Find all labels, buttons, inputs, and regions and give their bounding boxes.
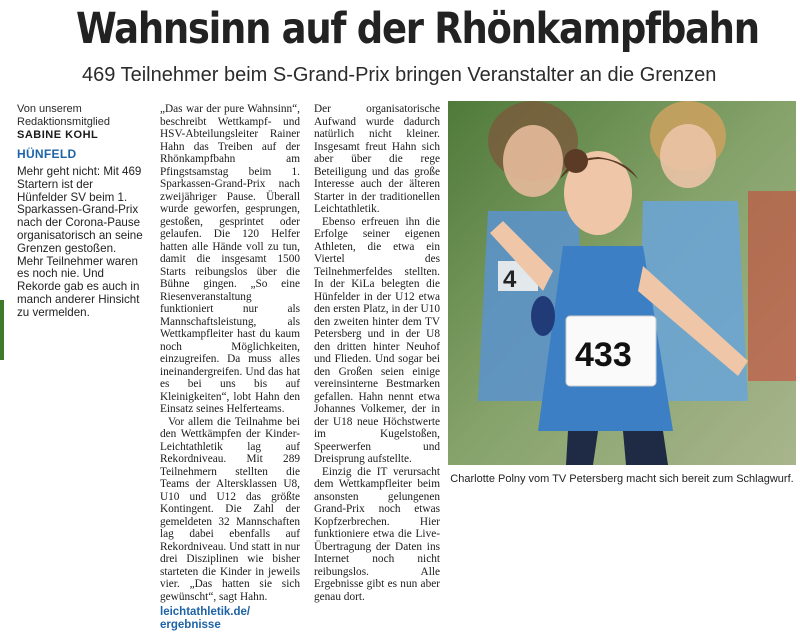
dateline-place: HÜNFELD bbox=[17, 146, 77, 161]
paragraph: Vor allem die Teilnahme bei den Wettkämpfen der Kinder-Leichtathletik lag auf Rekordniveau. Mit 289 Teilnehmern stellten die Teams der Altersklassen U8, U10 und U12 das größte Kontingent. Die Zahl der gemeldeten 32 Mannschaften lag dabei ebenfalls auf Rekordniveau. Und statt in nur drei Disziplinen wie bisher starteten die Kinder in jeweils vier. „Das hatten sie sich gewünscht“, sagt Hahn. bbox=[160, 415, 300, 603]
column-3 bbox=[314, 103, 440, 603]
results-link[interactable] bbox=[160, 606, 300, 632]
edge-stripe bbox=[0, 300, 4, 360]
column-2 bbox=[160, 103, 300, 632]
column-1 bbox=[17, 103, 145, 320]
headline: Wahnsinn auf der Rhönkampfbahn bbox=[76, 4, 759, 54]
link-line-2: ergebnisse bbox=[160, 619, 221, 631]
paragraph: „Das war der pure Wahnsinn“, beschreibt Wettkampf- und HSV-Abteilungsleiter Rainer Hahn das Treiben auf der Rhönkampfbahn am Pfingstsamstag beim 1. Sparkassen-Grand-Prix nach zweijähriger Pause. Überall wurde geworfen, gesprungen, gestoßen, gesprintet oder gelaufen. Die 120 Helfer hatten alle Hände voll zu tun, damit die insgesamt 1500 Starts reibungslos über die Bühne gingen. „So eine Riesenveranstaltung funktioniert nur als Mannschaftsleistung, als Wettkampfleiter hast du kaum noch Möglichkeiten, einzugreifen. Da muss alles ineinandergreifen. Und das hat es bei uns bis auf Kleinigkeiten“, lobt Hahn den Einsatz seines Helferteams. bbox=[160, 103, 300, 415]
byline-line-2: Redaktionsmitglied bbox=[17, 115, 110, 128]
paragraph: Der organisatorische Aufwand wurde dadurch natürlich nicht kleiner. Insgesamt freut Hahn sich aber über die rege Beteiligung und das große Interesse auch der älteren Starter in der traditionellen Leichtathletik. bbox=[314, 103, 440, 215]
link-line-1: leichtathletik.de/ bbox=[160, 606, 251, 618]
byline-line-1: Von unserem bbox=[17, 103, 82, 115]
athlete-photo bbox=[448, 101, 796, 465]
paragraph: Ebenso erfreuen ihn die Erfolge seiner eigenen Athleten, die etwa ein Viertel des Teilnehmerfeldes stellten. In der KiLa belegten die Hünfelder in der U12 etwa den ersten Platz, in der U10 den zweiten hinter dem TV Petersberg und in der U8 den dritten hinter Neuhof und Flieden. Und sogar bei den Großen seien einige vereinsinterne Bestmarken gefallen. Hahn nennt etwa Johannes Volkemer, der in der U18 neue Höchstwerte im Kugelstoßen, Speerwerfen und Dreisprung aufstellte. bbox=[314, 215, 440, 465]
author-name: SABINE KOHL bbox=[17, 129, 99, 141]
bib-number: 433 bbox=[575, 336, 632, 374]
photo-caption: Charlotte Polny vom TV Petersberg macht sich bereit zum Schlagwurf. bbox=[450, 473, 794, 485]
subheadline: 469 Teilnehmer beim S-Grand-Prix bringen Veranstalter an die Grenzen bbox=[82, 64, 717, 86]
lead-paragraph: Mehr geht nicht: Mit 469 Startern ist der Hünfelder SV beim 1. Sparkassen-Grand-Prix nach der Corona-Pause organisatorisch an seine Grenzen gestoßen. Mehr Teilnehmer waren es noch nie. Und Rekorde gab es auch in manch anderer Hinsicht zu vermelden. bbox=[17, 165, 143, 319]
background-bib-number: 4 bbox=[503, 266, 517, 293]
paragraph: Einzig die IT verursacht dem Wettkampfleiter beim ansonsten gelungenen Grand-Prix noch etwas Kopfzerbrechen. Hier funktioniere etwa die Live-Übertragung der Daten ins Internet noch nicht reibungslos. Alle Ergebnisse gibt es nun aber genau dort. bbox=[314, 465, 440, 603]
